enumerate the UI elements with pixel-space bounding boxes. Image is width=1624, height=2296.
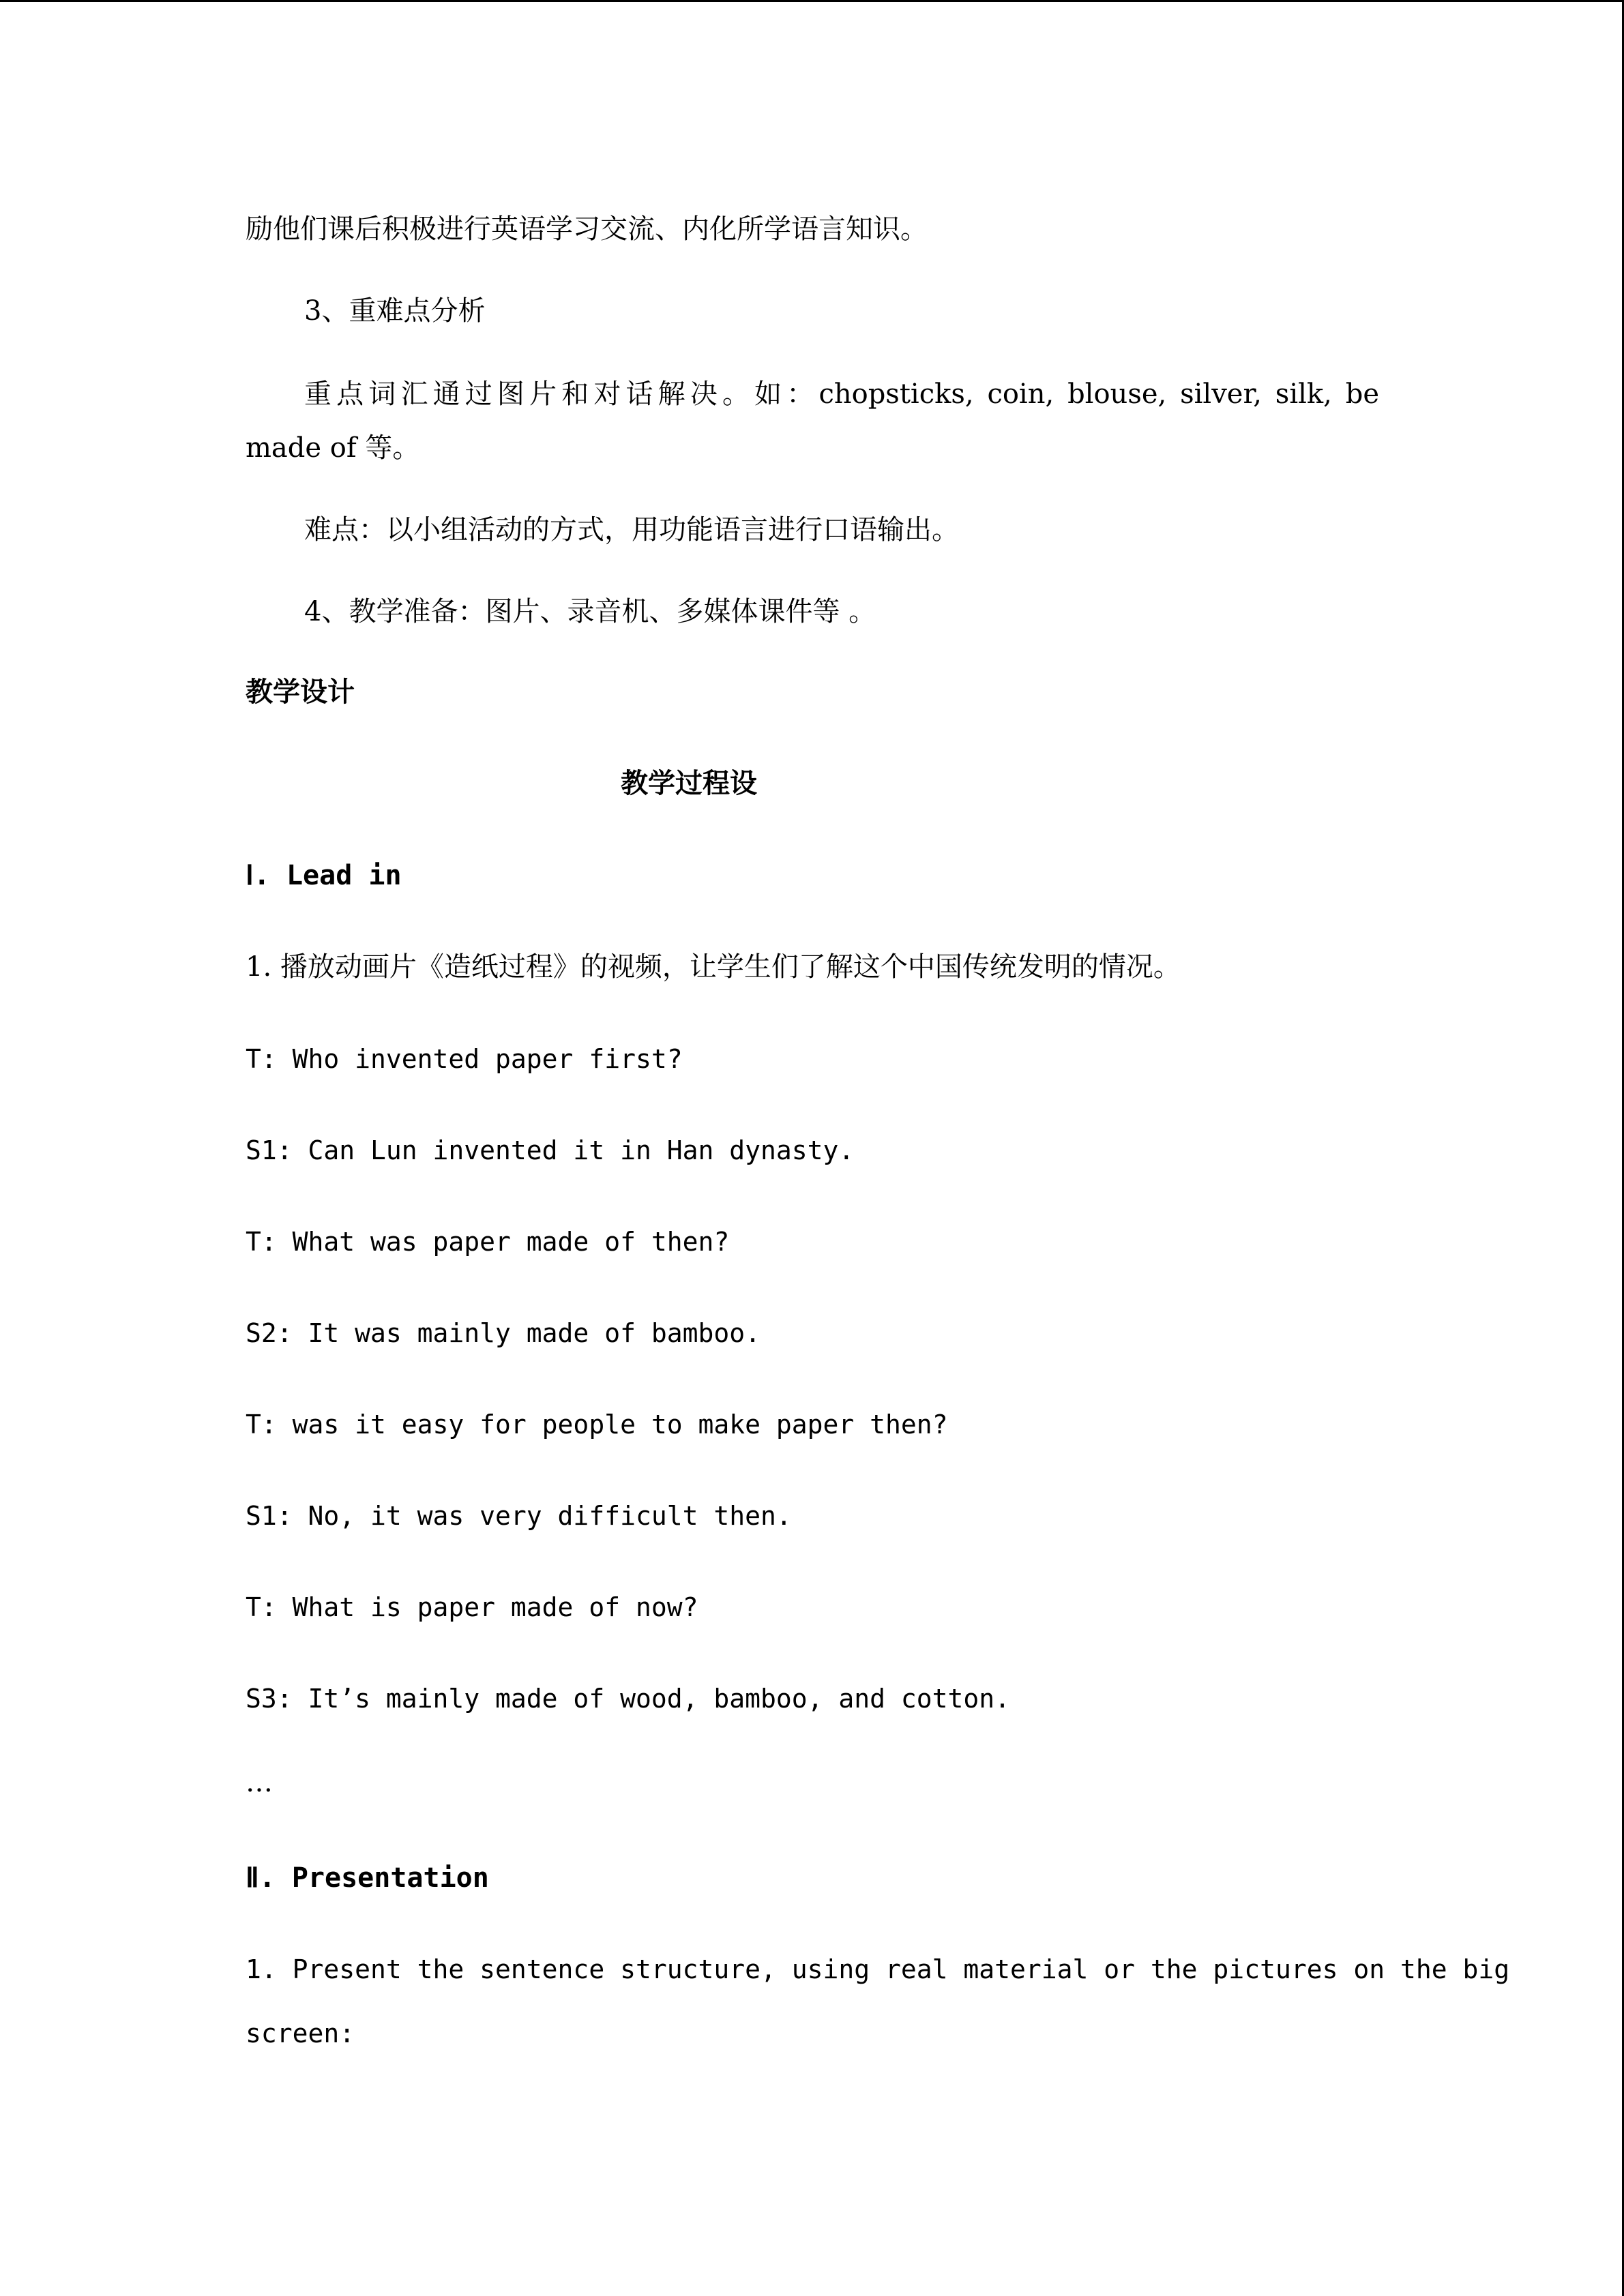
lead-in-heading: Ⅰ. Lead in [246, 860, 402, 891]
difficult-point-paragraph: 难点：以小组活动的方式，用功能语言进行口语输出。 [304, 514, 959, 546]
presentation-heading: Ⅱ. Presentation [246, 1862, 489, 1894]
key-vocabulary-line-1: 重点词汇通过图片和对话解决。如：chopsticks, coin, blouse, silver, silk, be [304, 378, 1379, 410]
page-border-top [0, 0, 1624, 2]
dialogue-line: S2: It was mainly made of bamboo. [246, 1318, 761, 1348]
ellipsis: … [246, 1767, 273, 1798]
dialogue-line: S1: No, it was very difficult then. [246, 1501, 792, 1531]
dialogue-line: S3: It’s mainly made of wood, bamboo, and cotton. [246, 1684, 1011, 1714]
section-title-teaching-design: 教学设计 [246, 676, 355, 708]
dialogue-line: T: was it easy for people to make paper then? [246, 1410, 948, 1440]
teaching-preparation-paragraph: 4、教学准备：图片、录音机、多媒体课件等 。 [304, 596, 876, 627]
dialogue-line: T: What was paper made of then? [246, 1227, 730, 1257]
key-vocabulary-line-2: made of 等。 [246, 432, 420, 464]
dialogue-line: T: Who invented paper first? [246, 1044, 683, 1074]
paragraph-continuation: 励他们课后积极进行英语学习交流、内化所学语言知识。 [246, 213, 928, 245]
presentation-item-1-line-2: screen: [246, 2018, 355, 2048]
lead-in-item-1: 1. 播放动画片《造纸过程》的视频，让学生们了解这个中国传统发明的情况。 [246, 951, 1181, 983]
center-title-teaching-process: 教学过程设 [621, 767, 757, 799]
presentation-item-1-line-1: 1. Present the sentence structure, using real material or the pictures on the big [246, 1954, 1510, 1984]
heading-key-difficult-points: 3、重难点分析 [304, 295, 486, 327]
dialogue-line: T: What is paper made of now? [246, 1592, 698, 1622]
dialogue-line: S1: Can Lun invented it in Han dynasty. [246, 1135, 855, 1165]
